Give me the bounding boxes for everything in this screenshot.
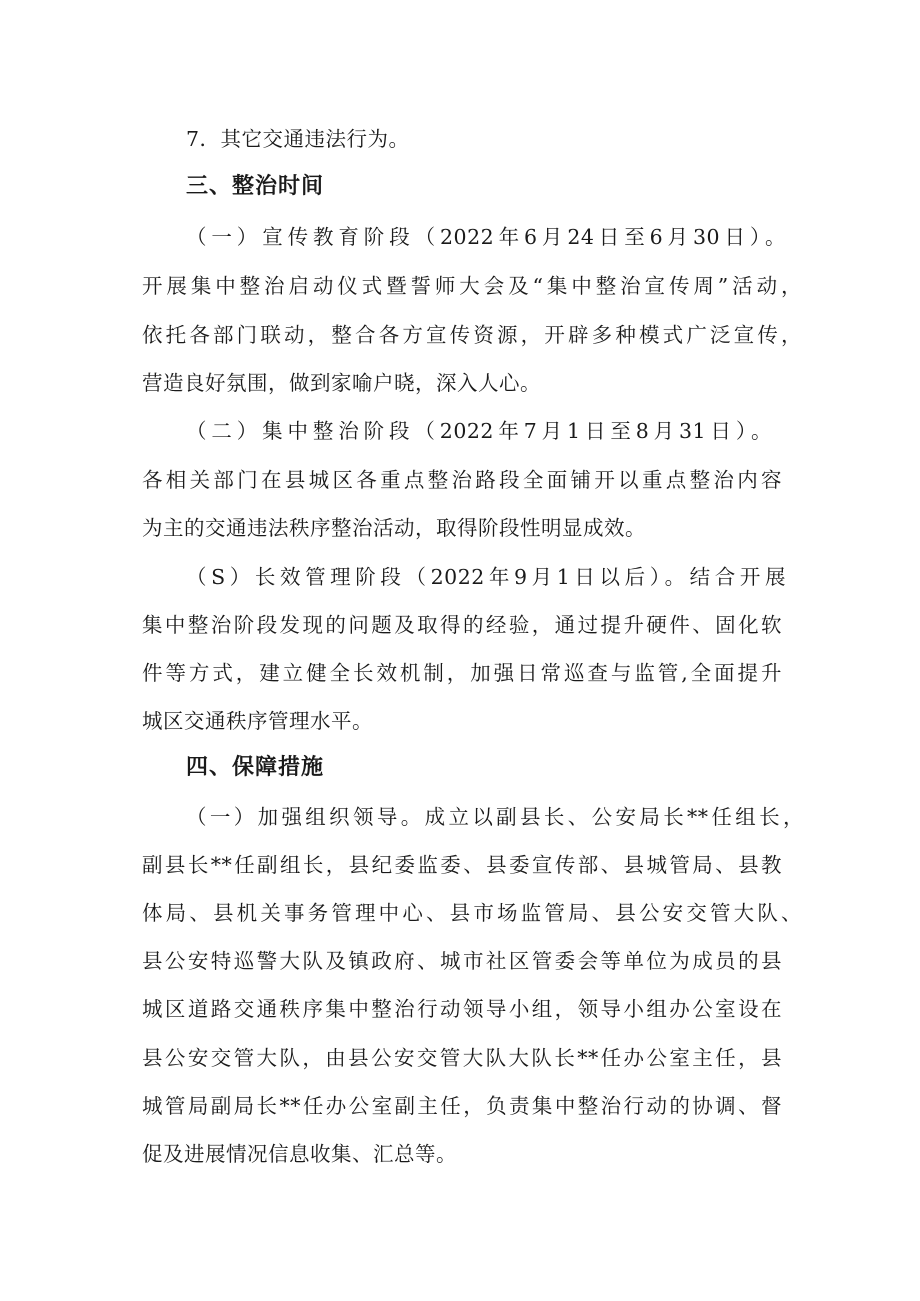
paragraph-line: 县公安特巡警大队及镇政府、城市社区管委会等单位为成员的县 — [142, 949, 782, 973]
paragraph-line: （S）长效管理阶段（2022年9月1日以后）。结合开展 — [186, 565, 786, 589]
section-heading-schedule: 三、整治时间 — [186, 174, 325, 199]
paragraph-line: 副县长**任副组长，县纪委监委、县委宣传部、县城管局、县教 — [142, 853, 782, 877]
paragraph-line: 营造良好氛围，做到家喻户晓，深入人心。 — [142, 371, 541, 395]
paragraph-line: 县公安交管大队，由县公安交管大队大队长**任办公室主任，县 — [142, 1046, 782, 1070]
paragraph-line: （一）加强组织领导。成立以副县长、公安局长**任组长， — [186, 805, 804, 829]
paragraph-line: 城区道路交通秩序集中整治行动领导小组，领导小组办公室设在 — [142, 997, 782, 1021]
paragraph-line: 各相关部门在县城区各重点整治路段全面铺开以重点整治内容 — [142, 468, 782, 492]
paragraph-line: （二）集中整治阶段（2022年7月1日至8月31日）。 — [186, 419, 772, 443]
section-heading-safeguards: 四、保障措施 — [186, 755, 325, 780]
paragraph-line: 促及进展情况信息收集、汇总等。 — [142, 1142, 457, 1166]
paragraph-line: 依托各部门联动，整合各方宣传资源，开辟多种模式广泛宣传， — [142, 323, 802, 347]
list-item-7: 7．其它交通违法行为。 — [186, 127, 410, 151]
paragraph-line: 城区交通秩序管理水平。 — [142, 709, 373, 733]
paragraph-line: 集中整治阶段发现的问题及取得的经验，通过提升硬件、固化软 — [142, 613, 782, 637]
paragraph-line: 件等方式，建立健全长效机制，加强日常巡查与监管,全面提升 — [142, 661, 782, 685]
paragraph-line: 体局、县机关事务管理中心、县市场监管局、县公安交管大队、 — [142, 901, 802, 925]
paragraph-line: 开展集中整治启动仪式暨誓师大会及“集中整治宣传周”活动， — [142, 274, 802, 298]
paragraph-line: （一）宣传教育阶段（2022年6月24日至6月30日）。 — [186, 225, 786, 249]
paragraph-line: 为主的交通违法秩序整治活动，取得阶段性明显成效。 — [142, 516, 646, 540]
paragraph-line: 城管局副局长**任办公室副主任，负责集中整治行动的协调、督 — [142, 1094, 782, 1118]
